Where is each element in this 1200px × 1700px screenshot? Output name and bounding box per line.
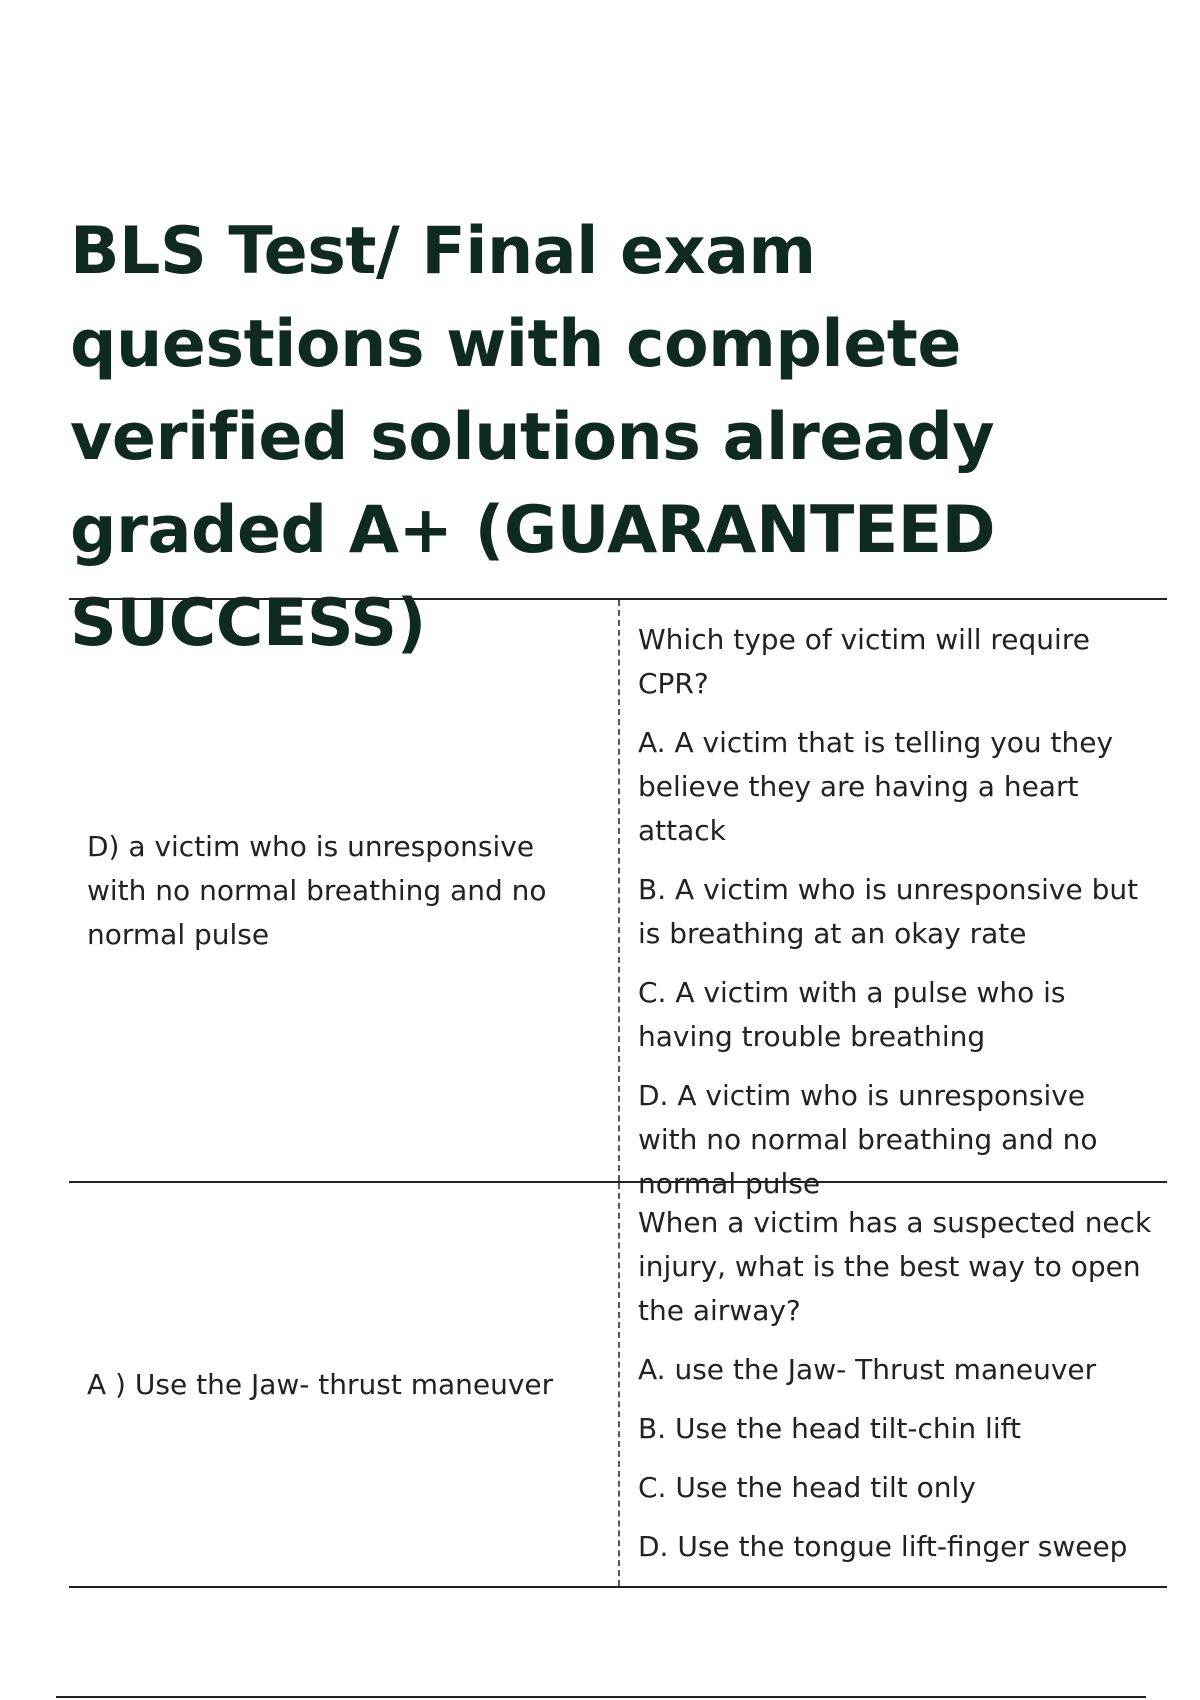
question-text: When a victim has a suspected neck injury, what is the best way to open the airway? [638,1206,1152,1327]
option-c: C. A victim with a pulse who is having trouble breathing [638,976,1066,1053]
answer-text: A ) Use the Jaw- thrust maneuver [87,1367,554,1401]
page-title: BLS Test/ Final exam questions with complete verified solutions already graded A+ (GUARANTEED SUCCESS) [70,214,996,661]
table-row [69,600,1167,1200]
option-b: B. A victim who is unresponsive but is breathing at an okay rate [638,873,1139,950]
question-text: Which type of victim will require CPR? [638,623,1090,700]
qa-table [69,598,1167,1588]
option-a: A. use the Jaw- Thrust maneuver [638,1353,1097,1386]
option-a: A. A victim that is telling you they believe they are having a heart attack [638,726,1114,847]
answer-cell [69,1183,620,1586]
footer-divider [56,1696,1146,1698]
table-row [69,1183,1167,1588]
answer-cell [69,600,620,1181]
option-d: D. Use the tongue lift-finger sweep [638,1530,1128,1563]
option-d: D. A victim who is unresponsive with no normal breathing and no normal pulse [638,1079,1098,1200]
question-cell [620,1183,1167,1586]
option-b: B. Use the head tilt-chin lift [638,1412,1021,1445]
question-cell [620,600,1167,1200]
answer-text: D) a victim who is unresponsive with no normal breathing and no normal pulse [87,829,547,951]
option-c: C. Use the head tilt only [638,1471,976,1504]
